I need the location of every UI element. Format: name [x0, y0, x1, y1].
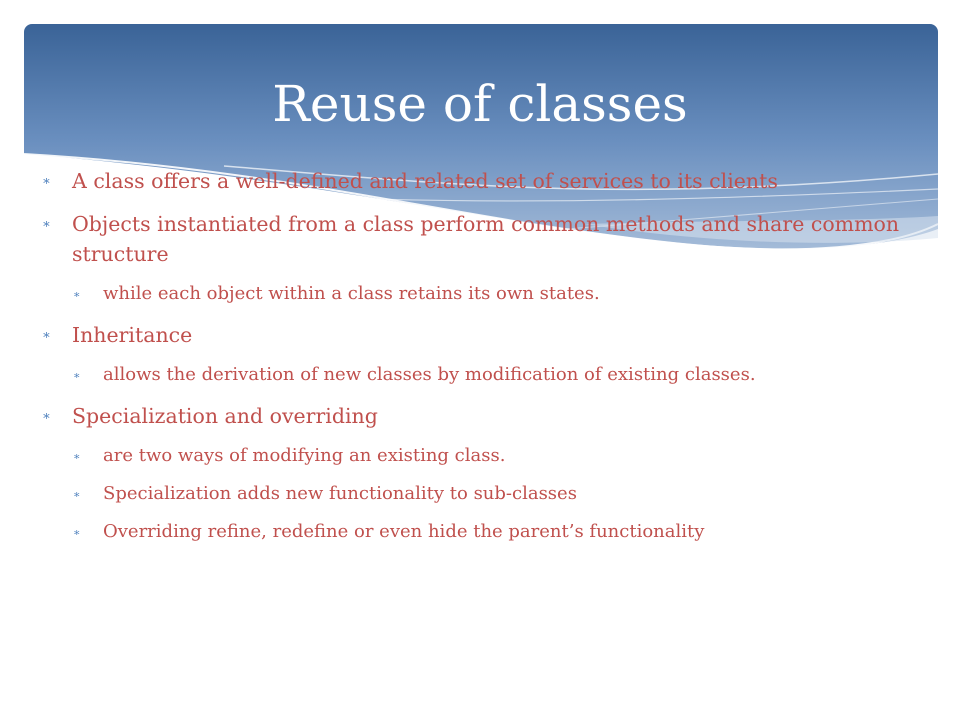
asterisk-bullet-icon: ∗	[73, 369, 81, 382]
asterisk-bullet-icon: ∗	[42, 217, 51, 232]
asterisk-bullet-icon: ∗	[73, 450, 81, 463]
sub-bullet-item	[42, 362, 912, 388]
asterisk-bullet-icon: ∗	[42, 328, 51, 343]
bullet-item	[42, 401, 912, 431]
sub-bullet-item	[42, 519, 912, 545]
sub-bullet-text: are two ways of modifying an existing class.	[103, 445, 506, 466]
slide-title: Reuse of classes	[272, 75, 688, 133]
asterisk-bullet-icon: ∗	[73, 526, 81, 539]
sub-bullet-text: Specialization adds new functionality to sub-classes	[103, 483, 577, 504]
asterisk-bullet-icon: ∗	[42, 174, 51, 189]
asterisk-bullet-icon: ∗	[73, 488, 81, 501]
sub-bullet-text: allows the derivation of new classes by modification of existing classes.	[103, 364, 756, 385]
asterisk-bullet-icon: ∗	[73, 288, 81, 301]
bullet-text: Specialization and overriding	[72, 404, 378, 428]
bullet-item	[42, 209, 912, 269]
bullet-text: A class offers a well-defined and related set of services to its clients	[72, 169, 778, 193]
bullet-list	[42, 166, 912, 545]
sub-bullet-item	[42, 443, 912, 469]
sub-bullet-item	[42, 481, 912, 507]
sub-bullet-text: while each object within a class retains its own states.	[103, 283, 600, 304]
sub-bullet-item	[42, 281, 912, 307]
bullet-item	[42, 320, 912, 350]
asterisk-bullet-icon: ∗	[42, 409, 51, 424]
bullet-text: Inheritance	[72, 323, 193, 347]
bullet-item	[42, 166, 912, 196]
sub-bullet-text: Overriding refine, redefine or even hide the parent’s functionality	[103, 521, 705, 542]
bullet-text: Objects instantiated from a class perform common methods and share common structure	[72, 212, 900, 266]
